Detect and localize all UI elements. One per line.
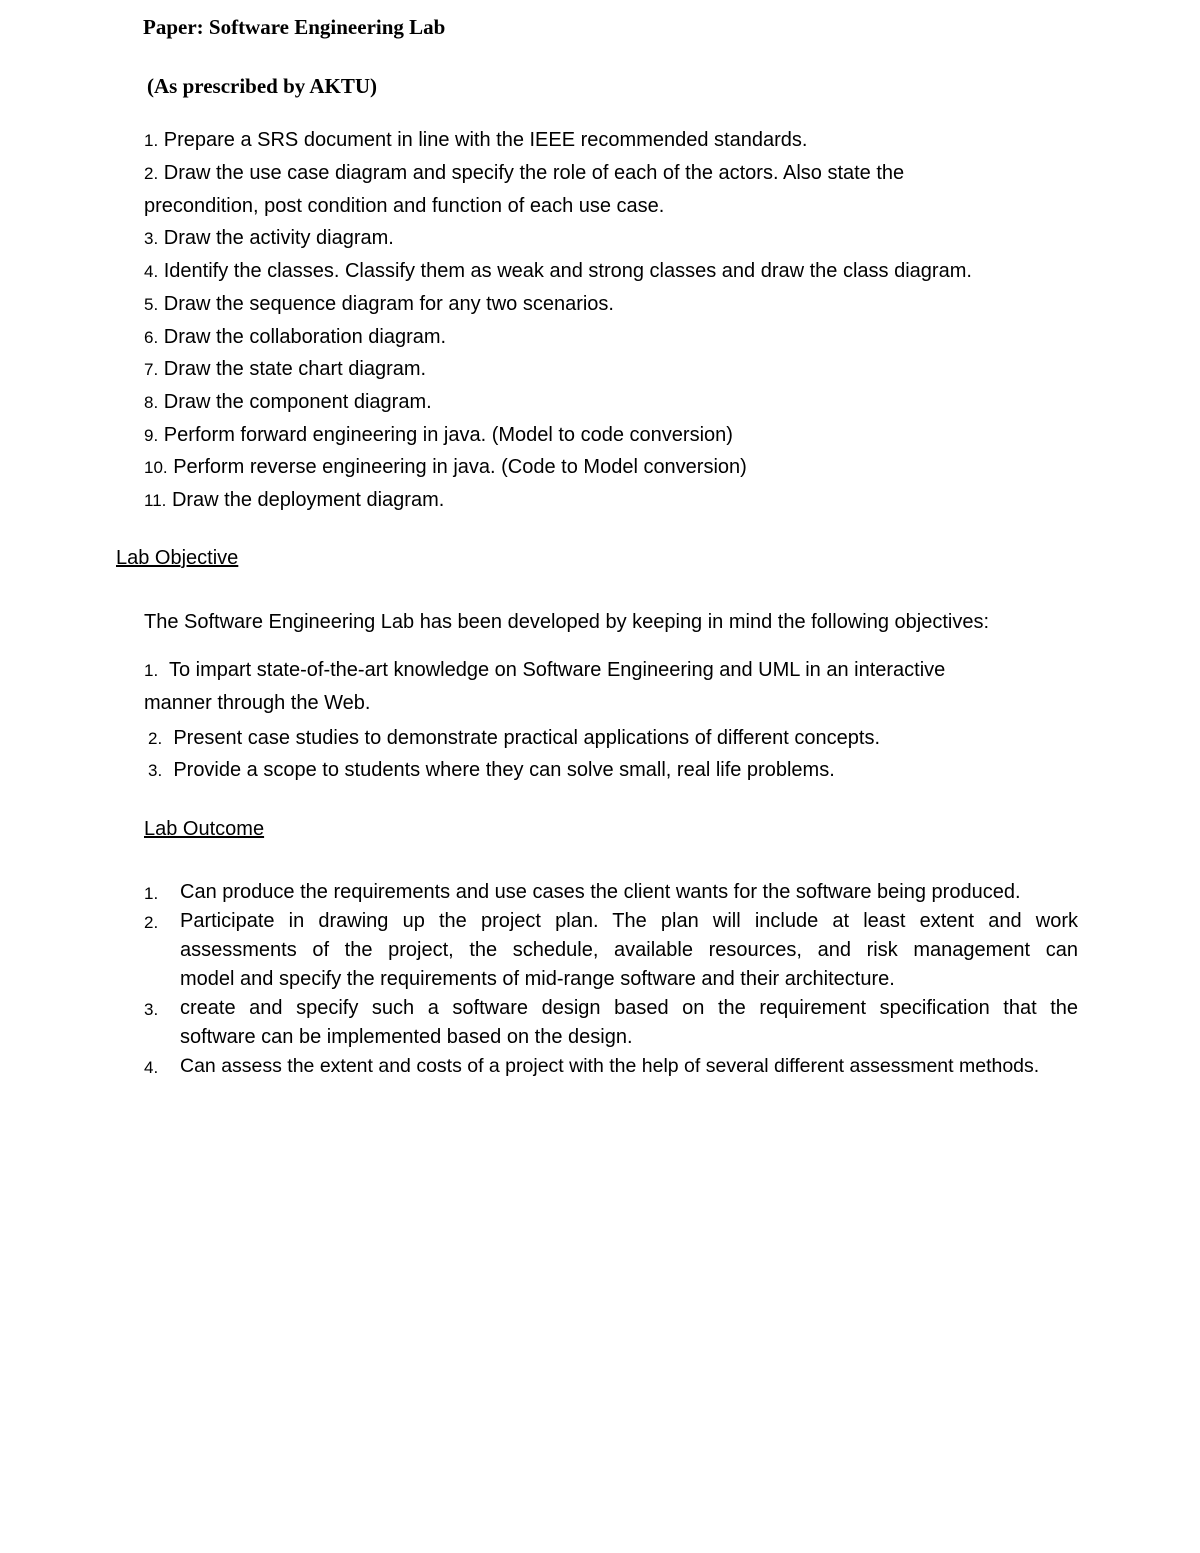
page-subtitle: (As prescribed by AKTU) <box>147 74 378 98</box>
list-item: Participate in drawing up the project plan. The plan will include at least extent and work <box>180 910 1078 932</box>
list-item: 2. Present case studies to demonstrate practical applications of different concepts. <box>148 727 881 749</box>
list-item: 1. Prepare a SRS document in line with the IEEE recommended standards. <box>144 129 808 151</box>
list-item: 2. Draw the use case diagram and specify the role of each of the actors. Also state the <box>144 162 905 184</box>
list-item: 4. Identify the classes. Classify them as weak and strong classes and draw the class diagram. <box>144 260 972 282</box>
list-item-continuation: assessments of the project, the schedule, available resources, and risk management can <box>180 939 1078 961</box>
list-item: 3. Draw the activity diagram. <box>144 227 394 249</box>
list-item: 7. Draw the state chart diagram. <box>144 358 427 380</box>
list-item: 9. Perform forward engineering in java. (Model to code conversion) <box>144 424 733 446</box>
list-number: 2. <box>144 913 159 932</box>
section-heading-outcome: Lab Outcome <box>144 818 265 840</box>
list-number: 1. <box>144 884 159 903</box>
list-item: 5. Draw the sequence diagram for any two scenarios. <box>144 293 614 315</box>
list-item: 10. Perform reverse engineering in java. (Code to Model conversion) <box>144 456 747 478</box>
list-item: Can assess the extent and costs of a project with the help of several different assessment methods. <box>180 1055 1040 1077</box>
section-heading-objective: Lab Objective <box>116 547 239 569</box>
page-title: Paper: Software Engineering Lab <box>143 15 446 39</box>
list-item-continuation: model and specify the requirements of mid-range software and their architecture. <box>180 968 895 990</box>
list-item: create and specify such a software design based on the requirement specification that the <box>180 997 1078 1019</box>
list-number: 4. <box>144 1058 159 1077</box>
list-item: 8. Draw the component diagram. <box>144 391 432 413</box>
list-item: Can produce the requirements and use cases the client wants for the software being produced. <box>180 881 1021 903</box>
list-item-continuation: software can be implemented based on the design. <box>180 1026 633 1048</box>
list-number: 3. <box>144 1000 159 1019</box>
list-item-continuation: precondition, post condition and function of each use case. <box>144 195 665 217</box>
list-item: 1. To impart state-of-the-art knowledge on Software Engineering and UML in an interactive <box>144 659 946 681</box>
list-item: 6. Draw the collaboration diagram. <box>144 326 447 348</box>
list-item: 11. Draw the deployment diagram. <box>144 489 445 511</box>
list-item-continuation: manner through the Web. <box>144 692 371 714</box>
list-item: 3. Provide a scope to students where they can solve small, real life problems. <box>148 759 835 781</box>
objective-intro: The Software Engineering Lab has been developed by keeping in mind the following objectives: <box>144 611 989 633</box>
